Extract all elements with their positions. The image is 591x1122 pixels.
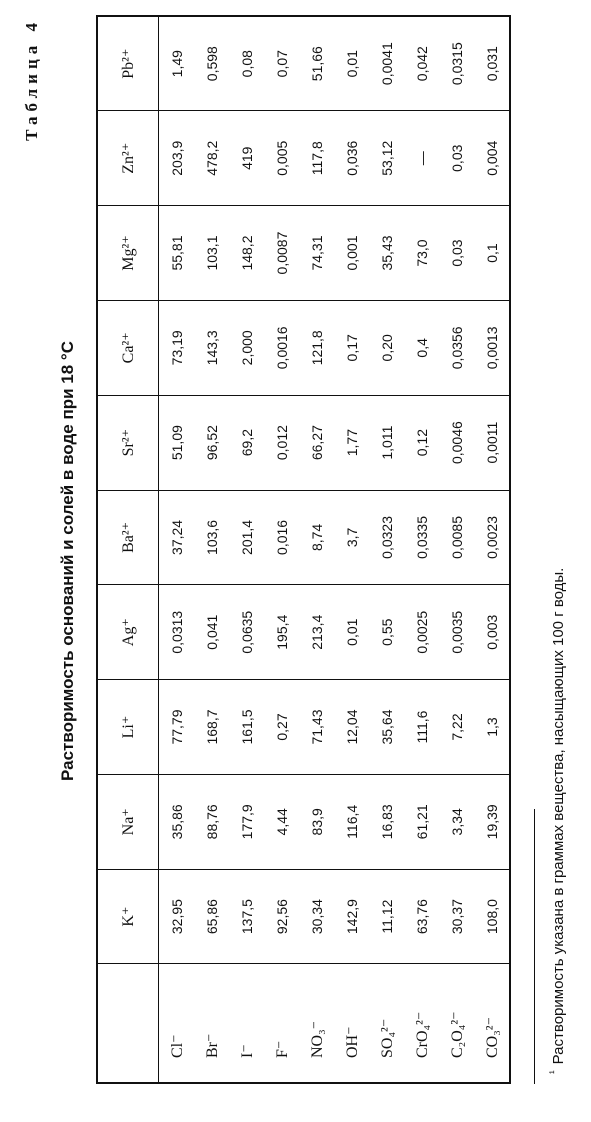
solubility-value-cell: 0,01 bbox=[334, 585, 369, 680]
solubility-value-cell: 161,5 bbox=[229, 680, 264, 775]
row-header-anion: C₂O₄²⁻ bbox=[439, 964, 474, 1083]
footnote-divider bbox=[534, 809, 535, 1084]
solubility-value-cell: 1,77 bbox=[334, 395, 369, 490]
row-header-anion: I⁻ bbox=[229, 964, 264, 1083]
solubility-value-cell: 148,2 bbox=[229, 206, 264, 301]
solubility-value-cell: 0,27 bbox=[264, 680, 299, 775]
solubility-value-cell: 117,8 bbox=[299, 111, 334, 206]
solubility-value-cell: 30,37 bbox=[439, 869, 474, 964]
solubility-value-cell: 478,2 bbox=[194, 111, 229, 206]
table-row bbox=[159, 16, 195, 1083]
solubility-value-cell: 0,0323 bbox=[369, 490, 404, 585]
solubility-value-cell: 168,7 bbox=[194, 680, 229, 775]
solubility-value-cell: 73,0 bbox=[404, 206, 439, 301]
solubility-value-cell: 83,9 bbox=[299, 774, 334, 869]
row-header-anion: OH⁻ bbox=[334, 964, 369, 1083]
solubility-value-cell: 0,20 bbox=[369, 300, 404, 395]
table-row bbox=[474, 16, 510, 1083]
header-corner-cell bbox=[97, 964, 159, 1083]
solubility-value-cell: 142,9 bbox=[334, 869, 369, 964]
solubility-value-cell: 0,0085 bbox=[439, 490, 474, 585]
solubility-value-cell: 0,0035 bbox=[439, 585, 474, 680]
solubility-value-cell: 63,76 bbox=[404, 869, 439, 964]
solubility-value-cell: 74,31 bbox=[299, 206, 334, 301]
solubility-value-cell: 92,56 bbox=[264, 869, 299, 964]
solubility-value-cell: 55,81 bbox=[159, 206, 195, 301]
solubility-value-cell: 19,39 bbox=[474, 774, 510, 869]
solubility-value-cell: 111,6 bbox=[404, 680, 439, 775]
column-header-cation: Na⁺ bbox=[97, 774, 159, 869]
row-header-anion: F⁻ bbox=[264, 964, 299, 1083]
solubility-value-cell: 0,041 bbox=[194, 585, 229, 680]
solubility-value-cell: 4,44 bbox=[264, 774, 299, 869]
column-header-cation: K⁺ bbox=[97, 869, 159, 964]
solubility-value-cell: 0,0046 bbox=[439, 395, 474, 490]
column-header-cation: Sr²⁺ bbox=[97, 395, 159, 490]
solubility-value-cell: 0,07 bbox=[264, 16, 299, 111]
table-title: Растворимость оснований и солей в воде при 18 °С bbox=[58, 341, 77, 781]
solubility-value-cell: 35,86 bbox=[159, 774, 195, 869]
solubility-value-cell: 121,8 bbox=[299, 300, 334, 395]
solubility-value-cell: 0,003 bbox=[474, 585, 510, 680]
solubility-table bbox=[96, 15, 511, 1084]
solubility-value-cell: 419 bbox=[229, 111, 264, 206]
solubility-value-cell: 35,64 bbox=[369, 680, 404, 775]
solubility-value-cell: 61,21 bbox=[404, 774, 439, 869]
solubility-value-cell: 0,016 bbox=[264, 490, 299, 585]
solubility-value-cell: 0,01 bbox=[334, 16, 369, 111]
table-row bbox=[299, 16, 334, 1083]
solubility-value-cell: 0,0635 bbox=[229, 585, 264, 680]
solubility-value-cell: 0,17 bbox=[334, 300, 369, 395]
solubility-value-cell: 16,83 bbox=[369, 774, 404, 869]
solubility-value-cell: 0,0315 bbox=[439, 16, 474, 111]
row-header-anion: Br⁻ bbox=[194, 964, 229, 1083]
solubility-value-cell: 1,3 bbox=[474, 680, 510, 775]
solubility-value-cell: 203,9 bbox=[159, 111, 195, 206]
solubility-value-cell: 0,005 bbox=[264, 111, 299, 206]
solubility-value-cell: 103,6 bbox=[194, 490, 229, 585]
solubility-value-cell: 0,0023 bbox=[474, 490, 510, 585]
column-header-cation: Mg²⁺ bbox=[97, 206, 159, 301]
solubility-value-cell: 96,52 bbox=[194, 395, 229, 490]
solubility-value-cell: 73,19 bbox=[159, 300, 195, 395]
solubility-value-cell: 0,031 bbox=[474, 16, 510, 111]
solubility-value-cell: 0,12 bbox=[404, 395, 439, 490]
solubility-value-cell: 137,5 bbox=[229, 869, 264, 964]
solubility-value-cell: 8,74 bbox=[299, 490, 334, 585]
footnote-marker: ¹ bbox=[548, 1070, 560, 1074]
solubility-value-cell: 0,0087 bbox=[264, 206, 299, 301]
solubility-value-cell: 65,86 bbox=[194, 869, 229, 964]
solubility-value-cell: 143,3 bbox=[194, 300, 229, 395]
solubility-value-cell: 0,0013 bbox=[474, 300, 510, 395]
solubility-value-cell: 0,0011 bbox=[474, 395, 510, 490]
table-caption-label: Таблица 4 bbox=[22, 18, 41, 141]
solubility-value-cell: 37,24 bbox=[159, 490, 195, 585]
solubility-value-cell: 0,0356 bbox=[439, 300, 474, 395]
solubility-value-cell: 51,09 bbox=[159, 395, 195, 490]
solubility-value-cell: — bbox=[404, 111, 439, 206]
row-header-anion: Cl⁻ bbox=[159, 964, 195, 1083]
solubility-value-cell: 69,2 bbox=[229, 395, 264, 490]
solubility-value-cell: 0,08 bbox=[229, 16, 264, 111]
footnote bbox=[548, 568, 567, 1074]
solubility-value-cell: 0,03 bbox=[439, 111, 474, 206]
solubility-value-cell: 0,55 bbox=[369, 585, 404, 680]
column-header-cation: Li⁺ bbox=[97, 680, 159, 775]
solubility-value-cell: 3,34 bbox=[439, 774, 474, 869]
table-row bbox=[439, 16, 474, 1083]
solubility-value-cell: 0,012 bbox=[264, 395, 299, 490]
column-header-cation: Pb²⁺ bbox=[97, 16, 159, 111]
table-row bbox=[369, 16, 404, 1083]
table-row bbox=[404, 16, 439, 1083]
solubility-value-cell: 2,000 bbox=[229, 300, 264, 395]
solubility-value-cell: 0,0313 bbox=[159, 585, 195, 680]
solubility-value-cell: 116,4 bbox=[334, 774, 369, 869]
solubility-value-cell: 7,22 bbox=[439, 680, 474, 775]
solubility-value-cell: 0,036 bbox=[334, 111, 369, 206]
solubility-value-cell: 201,4 bbox=[229, 490, 264, 585]
column-header-cation: Ca²⁺ bbox=[97, 300, 159, 395]
table-row bbox=[334, 16, 369, 1083]
solubility-value-cell: 0,1 bbox=[474, 206, 510, 301]
footnote-text: Растворимость указана в граммах вещества, насыщающих 100 г воды. bbox=[550, 567, 567, 1065]
solubility-value-cell: 51,66 bbox=[299, 16, 334, 111]
solubility-value-cell: 88,76 bbox=[194, 774, 229, 869]
column-header-cation: Zn²⁺ bbox=[97, 111, 159, 206]
solubility-value-cell: 0,03 bbox=[439, 206, 474, 301]
solubility-value-cell: 0,042 bbox=[404, 16, 439, 111]
solubility-value-cell: 1,49 bbox=[159, 16, 195, 111]
solubility-value-cell: 0,004 bbox=[474, 111, 510, 206]
row-header-anion: CrO₄²⁻ bbox=[404, 964, 439, 1083]
solubility-value-cell: 32,95 bbox=[159, 869, 195, 964]
solubility-value-cell: 0,0016 bbox=[264, 300, 299, 395]
solubility-value-cell: 11,12 bbox=[369, 869, 404, 964]
row-header-anion: NO₃⁻ bbox=[299, 964, 334, 1083]
column-header-cation: Ag⁺ bbox=[97, 585, 159, 680]
solubility-value-cell: 213,4 bbox=[299, 585, 334, 680]
solubility-value-cell: 0,001 bbox=[334, 206, 369, 301]
column-header-cation: Ba²⁺ bbox=[97, 490, 159, 585]
solubility-value-cell: 1,011 bbox=[369, 395, 404, 490]
table-body bbox=[159, 16, 511, 1083]
solubility-value-cell: 77,79 bbox=[159, 680, 195, 775]
solubility-value-cell: 53,12 bbox=[369, 111, 404, 206]
solubility-value-cell: 3,7 bbox=[334, 490, 369, 585]
solubility-value-cell: 103,1 bbox=[194, 206, 229, 301]
table-row bbox=[229, 16, 264, 1083]
solubility-value-cell: 12,04 bbox=[334, 680, 369, 775]
solubility-value-cell: 108,0 bbox=[474, 869, 510, 964]
table-row bbox=[264, 16, 299, 1083]
solubility-value-cell: 0,0025 bbox=[404, 585, 439, 680]
solubility-value-cell: 71,43 bbox=[299, 680, 334, 775]
solubility-value-cell: 0,4 bbox=[404, 300, 439, 395]
solubility-value-cell: 195,4 bbox=[264, 585, 299, 680]
solubility-value-cell: 177,9 bbox=[229, 774, 264, 869]
table-header-row bbox=[97, 16, 159, 1083]
solubility-value-cell: 66,27 bbox=[299, 395, 334, 490]
row-header-anion: SO₄²⁻ bbox=[369, 964, 404, 1083]
row-header-anion: CO₃²⁻ bbox=[474, 964, 510, 1083]
solubility-value-cell: 0,0335 bbox=[404, 490, 439, 585]
table-row bbox=[194, 16, 229, 1083]
solubility-value-cell: 0,598 bbox=[194, 16, 229, 111]
solubility-value-cell: 30,34 bbox=[299, 869, 334, 964]
solubility-value-cell: 0,0041 bbox=[369, 16, 404, 111]
solubility-value-cell: 35,43 bbox=[369, 206, 404, 301]
